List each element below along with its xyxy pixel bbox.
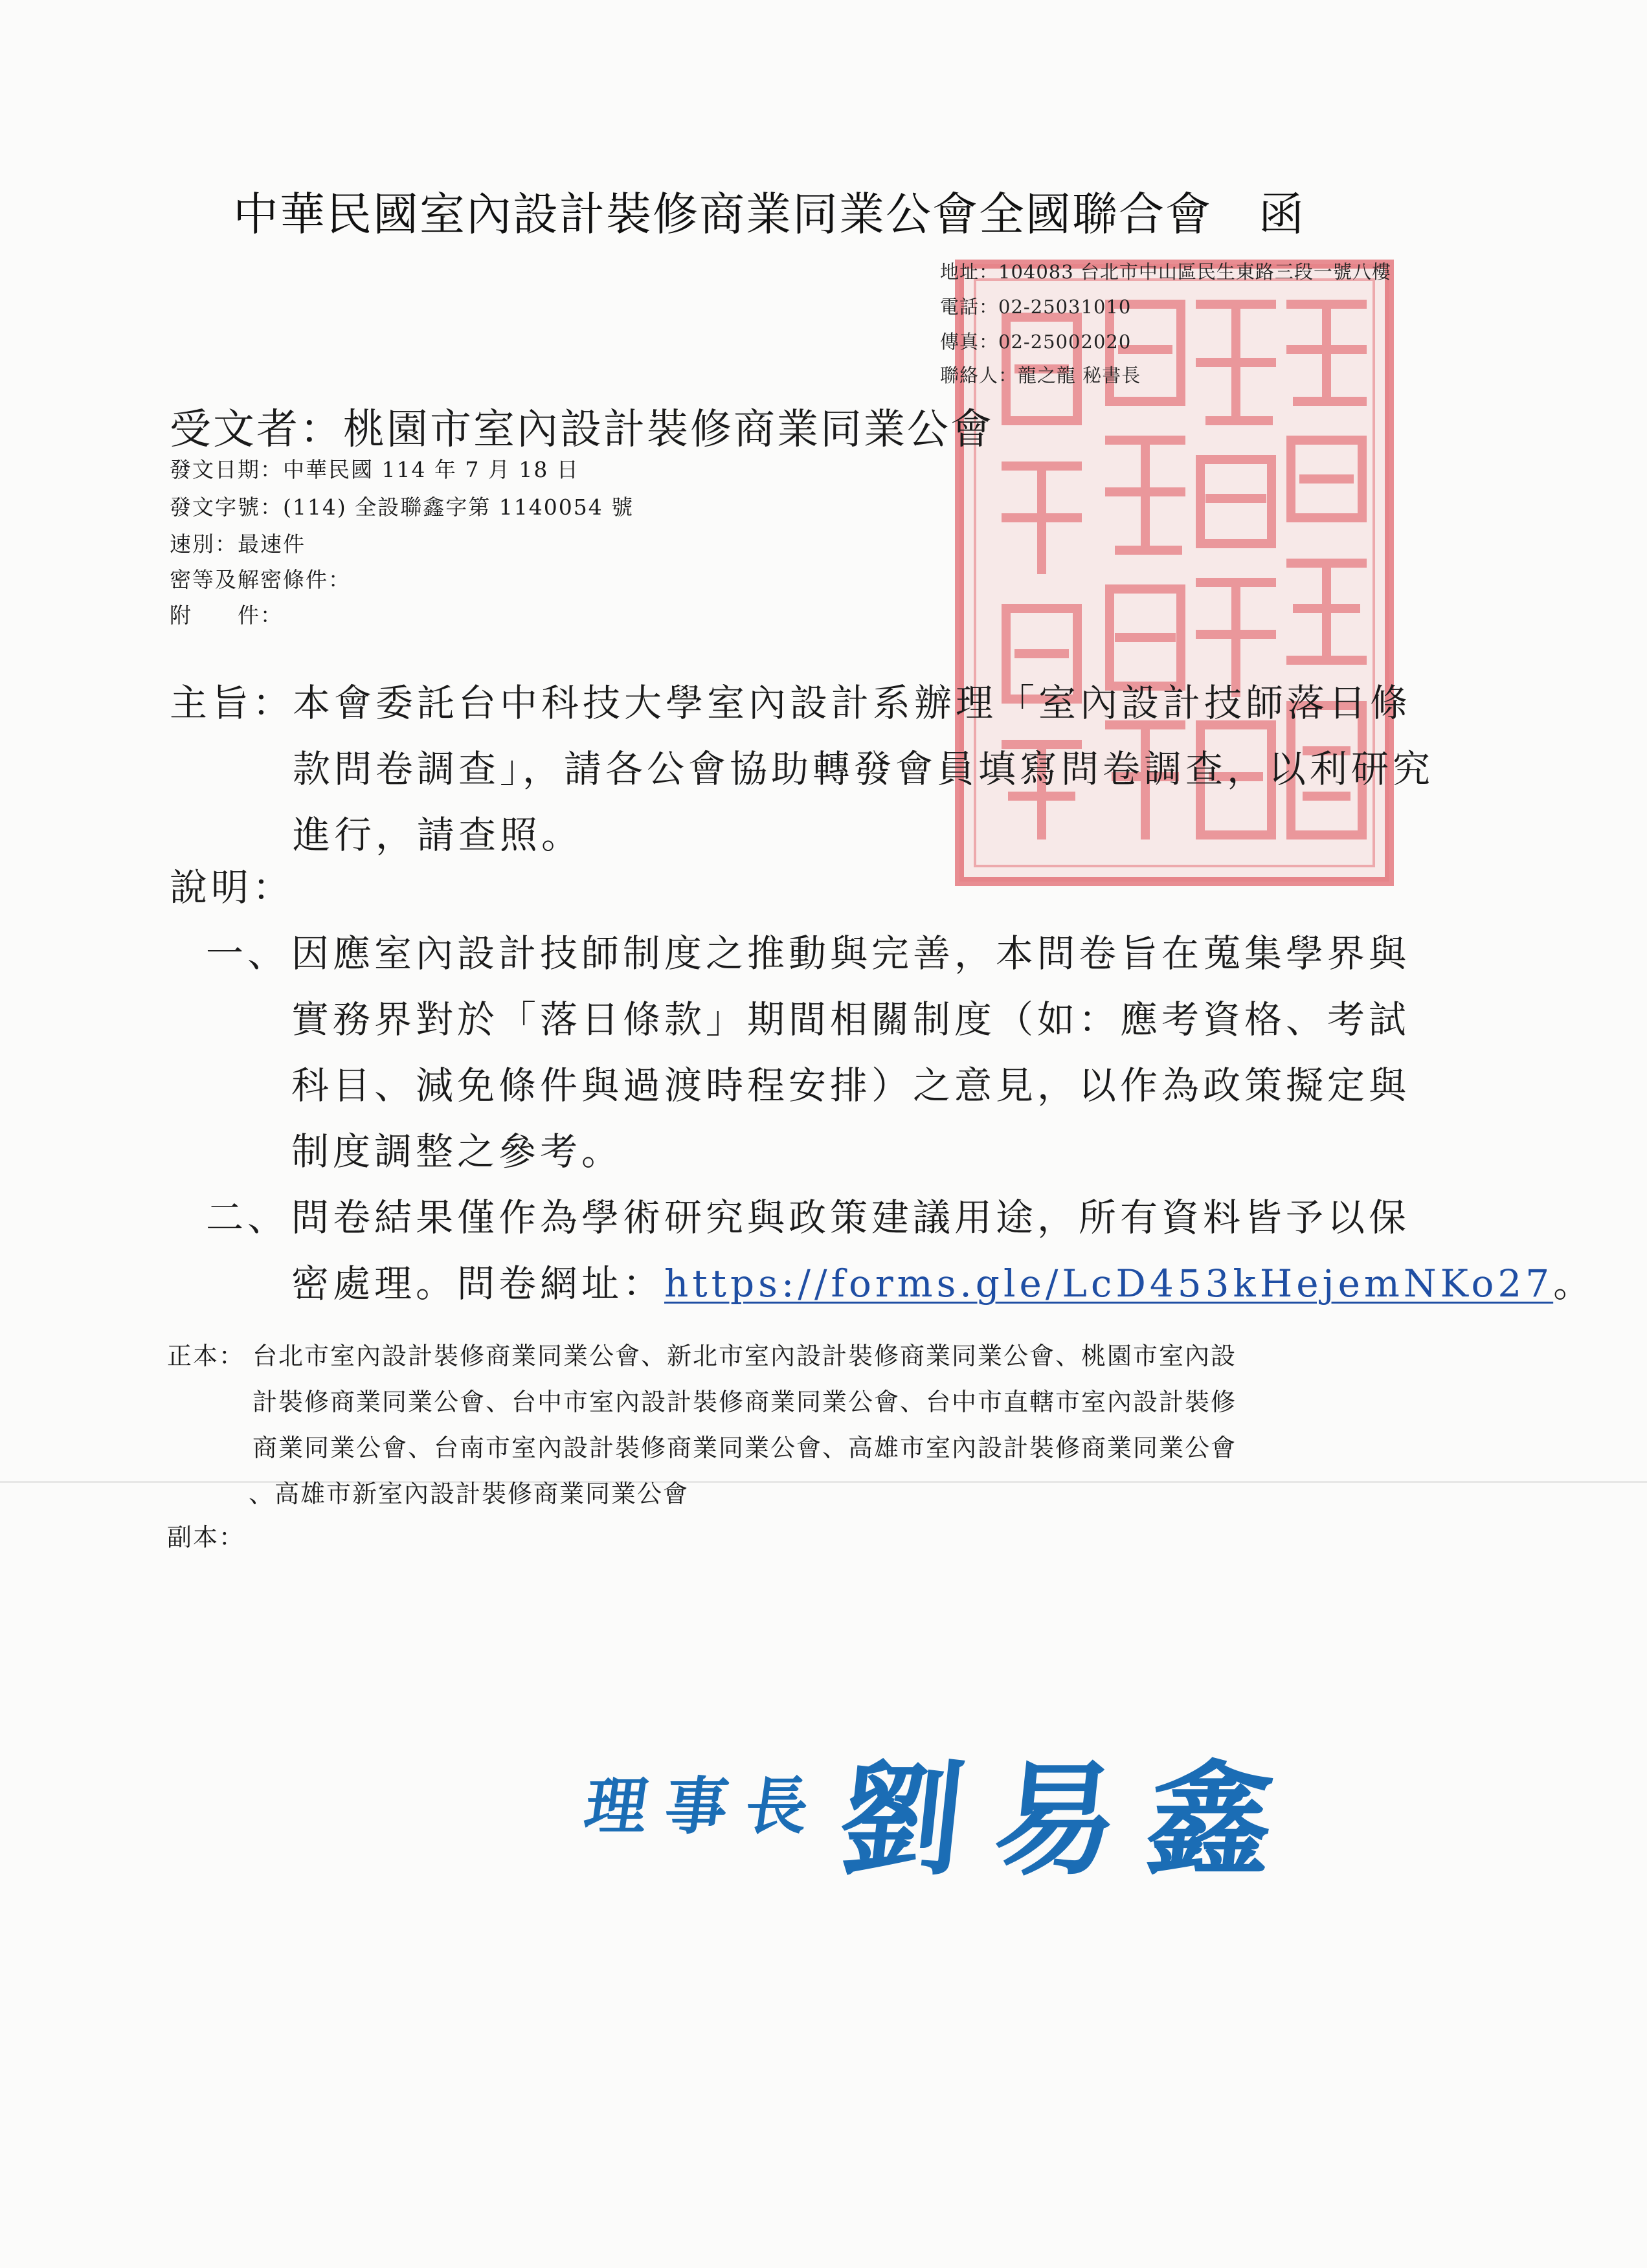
item-line (291, 1251, 1595, 1317)
subject-text (293, 670, 1490, 868)
distribution-line: 、高雄市新室內設計裝修商業同業公會 (249, 1480, 689, 1508)
document-title: 中華民國室內設計裝修商業同業公會全國聯合會 函 (233, 188, 1305, 241)
url-prefix: 密處理。問卷網址： (291, 1262, 665, 1306)
distribution-label: 正本： (167, 1342, 245, 1370)
item-line: 問卷結果僅作為學術研究與政策建議用途，所有資料皆予以保 (291, 1195, 1411, 1240)
address-line: 地址：104083 台北市中山區民生東路三段一號八樓 (940, 261, 1391, 283)
distribution-list (249, 1333, 1237, 1517)
item-number: 二、 (206, 1195, 289, 1240)
item-text (291, 920, 1410, 1184)
item-number: 一、 (206, 931, 289, 975)
recipient: 受文者：桃園市室內設計裝修商業同業公會 (170, 406, 994, 454)
survey-link[interactable]: https://forms.gle/LcD453kHejemNKo27 (664, 1262, 1554, 1306)
item-line: 因應室內設計技師制度之推動與完善，本問卷旨在蒐集學界與 (291, 931, 1411, 975)
distribution-line: 計裝修商業同業公會、台中市室內設計裝修商業同業公會、台中市直轄市室內設計裝修 (252, 1388, 1237, 1416)
item-line: 制度調整之參考。 (291, 1129, 623, 1173)
phone-line: 電話：02-25031010 (940, 296, 1132, 318)
document-number: 發文字號：(114) 全設聯鑫字第 1140054 號 (170, 495, 634, 520)
signature-title: 理事長 (580, 1770, 831, 1843)
subject-line: 本會委託台中科技大學室內設計系辦理「室內設計技師落日條 (293, 681, 1412, 725)
priority: 速別：最速件 (170, 531, 306, 557)
fax-line: 傳真：02-25002020 (940, 331, 1132, 353)
confidentiality: 密等及解密條件： (170, 567, 351, 592)
item-line: 實務界對於「落日條款」期間相關制度（如：應考資格、考試 (291, 997, 1411, 1041)
attachment: 附 件： (170, 603, 283, 628)
issue-date: 發文日期：中華民國 114 年 7 月 18 日 (170, 457, 579, 482)
explanation-label: 說明： (170, 865, 295, 909)
item-line: 科目、減免條件與過渡時程安排）之意見，以作為政策擬定與 (291, 1063, 1411, 1107)
contact-person-line: 聯絡人：龍之龍 秘書長 (940, 364, 1141, 386)
cc-label: 副本： (167, 1523, 245, 1551)
item-text (291, 1184, 1595, 1317)
subject-label: 主旨： (170, 681, 295, 725)
subject-line: 款問卷調查」，請各公會協助轉發會員填寫問卷調查，以利研究 (293, 747, 1435, 791)
distribution-line: 台北市室內設計裝修商業同業公會、新北市室內設計裝修商業同業公會、桃園市室內設 (252, 1342, 1237, 1370)
url-suffix: 。 (1553, 1262, 1595, 1306)
subject-line: 進行，請查照。 (293, 813, 583, 857)
signature-name: 劉易鑫 (833, 1748, 1311, 1892)
distribution-line: 商業同業公會、台南市室內設計裝修商業同業公會、高雄市室內設計裝修商業同業公會 (252, 1434, 1237, 1462)
